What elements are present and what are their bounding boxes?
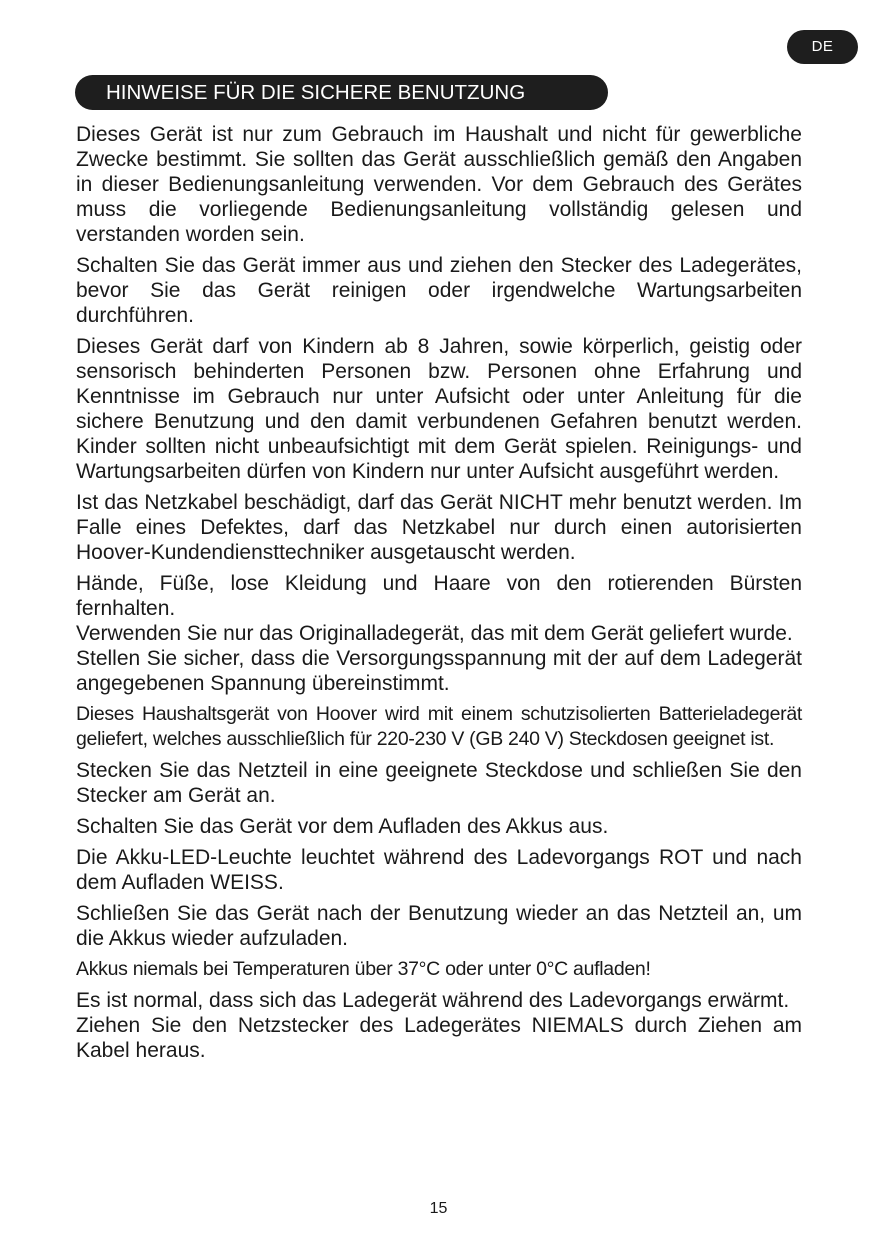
paragraph-battery-led: Die Akku-LED-Leuchte leuchtet während des Ladevorgangs ROT und nach dem Aufladen WEISS. bbox=[76, 846, 802, 894]
paragraph-never-pull-cable: Ziehen Sie den Netzstecker des Ladegerätes NIEMALS durch Ziehen am Kabel heraus. bbox=[76, 1014, 802, 1062]
paragraph-original-charger: Verwenden Sie nur das Originalladegerät, das mit dem Gerät geliefert wurde. bbox=[76, 622, 793, 645]
paragraph-insulated-charger: Dieses Haushaltsgerät von Hoover wird mit einem schutzisolierten Batterieladegerät geliefert, welches ausschließlich für 220-230 V (GB 240 V) Steckdosen geeignet ist. bbox=[76, 703, 802, 750]
paragraph-switch-off-before-charging: Schalten Sie das Gerät vor dem Aufladen des Akkus aus. bbox=[76, 815, 609, 838]
section-title: HINWEISE FÜR DIE SICHERE BENUTZUNG bbox=[75, 75, 608, 110]
page-number: 15 bbox=[429, 1200, 448, 1217]
language-badge: DE bbox=[787, 30, 858, 64]
paragraph-recharge-after-use: Schließen Sie das Gerät nach der Benutzung wieder an das Netzteil an, um die Akkus wieder aufzuladen. bbox=[76, 902, 802, 950]
safety-instructions bbox=[76, 122, 802, 1063]
paragraph-household-use: Dieses Gerät ist nur zum Gebrauch im Haushalt und nicht für gewerbliche Zwecke bestimmt. Sie sollten das Gerät ausschließlich gemäß den Angaben in dieser Bedienungsanleitung verwenden. Vor dem Gebrauch des Gerätes muss die vorliegende Bedienungsanleitung vollständig gelesen und verstanden worden sein. bbox=[76, 123, 802, 246]
paragraph-rotating-brushes: Hände, Füße, lose Kleidung und Haare von den rotierenden Bürsten fernhalten. bbox=[76, 572, 802, 620]
paragraph-supply-voltage: Stellen Sie sicher, dass die Versorgungsspannung mit der auf dem Ladegerät angegebenen Spannung übereinstimmt. bbox=[76, 647, 802, 695]
paragraph-charging-temperature: Akkus niemals bei Temperaturen über 37°C oder unter 0°C aufladen! bbox=[76, 958, 651, 980]
paragraph-plug-in-adapter: Stecken Sie das Netzteil in eine geeignete Steckdose und schließen Sie den Stecker am Gerät an. bbox=[76, 759, 802, 807]
paragraph-damaged-cable: Ist das Netzkabel beschädigt, darf das Gerät NICHT mehr benutzt werden. Im Falle eines Defektes, darf das Netzkabel nur durch einen autorisierten Hoover-Kundendiensttechniker ausgetauscht werden. bbox=[76, 491, 802, 564]
paragraph-children-supervision: Dieses Gerät darf von Kindern ab 8 Jahren, sowie körperlich, geistig oder sensorisch behinderten Personen bzw. Personen ohne Erfahrung und Kenntnisse im Gebrauch nur unter Aufsicht oder unter Anleitung für die sichere Benutzung und den damit verbundenen Gefahren benutzt werden. Kinder sollten nicht unbeaufsichtigt mit dem Gerät spielen. Reinigungs- und Wartungsarbeiten dürfen von Kindern nur unter Aufsicht ausgeführt werden. bbox=[76, 335, 802, 483]
paragraph-unplug-before-cleaning: Schalten Sie das Gerät immer aus und ziehen den Stecker des Ladegerätes, bevor Sie das Gerät reinigen oder irgendwelche Wartungsarbeiten durchführen. bbox=[76, 254, 802, 327]
paragraph-charger-warm: Es ist normal, dass sich das Ladegerät während des Ladevorgangs erwärmt. bbox=[76, 989, 790, 1012]
